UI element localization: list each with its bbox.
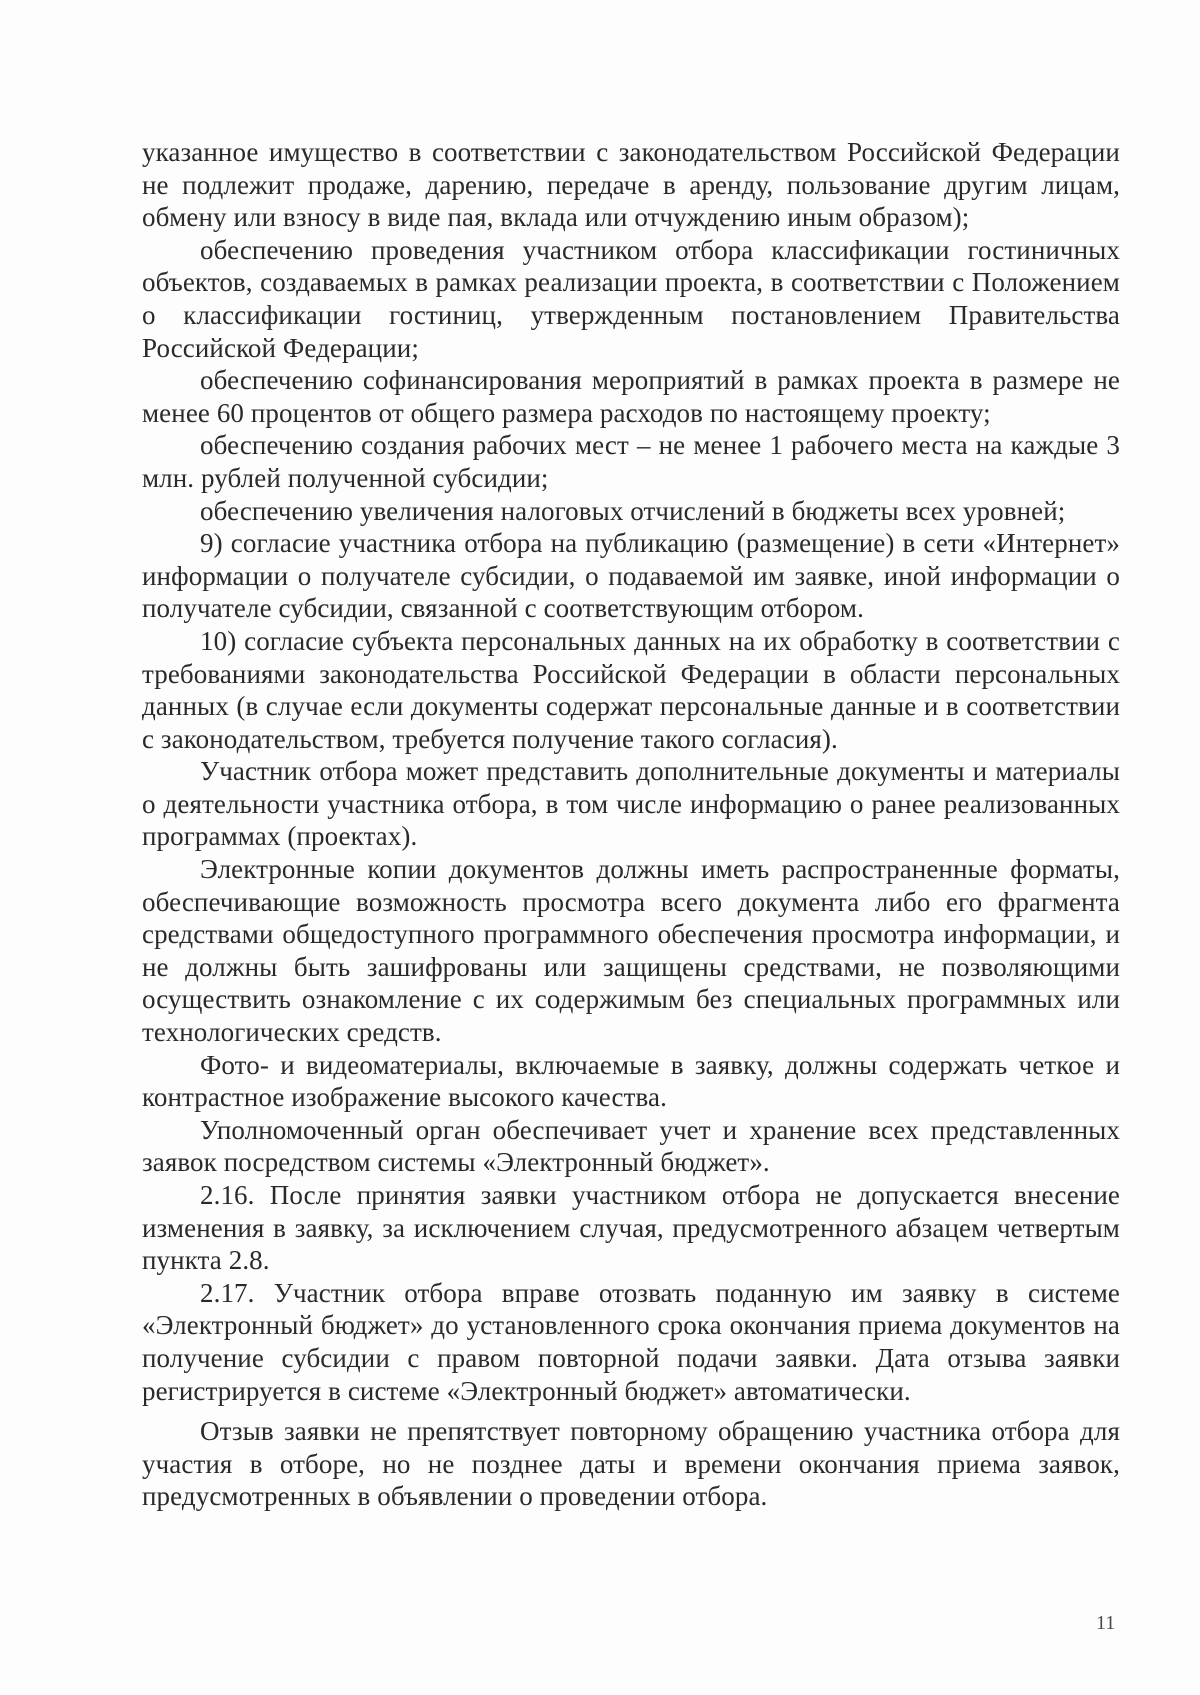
paragraph-continuation: указанное имущество в соответствии с законодательством Российской Федерации не подлежит продаже, дарению, передаче в аренду, пользование другим лицам, обмену или взносу в виде пая, вклада или отчуждению иным образом); [142,137,1120,233]
document-body [142,136,1120,1513]
paragraph-authorized-body: Уполномоченный орган обеспечивает учет и хранение всех представленных заявок посредством системы «Электронный бюджет». [142,1114,1120,1178]
paragraph-electronic-copies: Электронные копии документов должны иметь распространенные форматы, обеспечивающие возможность просмотра всего документа либо его фрагмента средствами общедоступного программного обеспечения просмотра информации, и не должны быть зашифрованы или защищены средствами, не позволяющими осуществить ознакомление с их содержимым без специальных программных или технологических средств. [142,854,1120,1048]
paragraph-2-16: 2.16. После принятия заявки участником отбора не допускается внесение изменения в заявку, за исключением случая, предусмотренного абзацем четвертым пункта 2.8. [142,1180,1120,1276]
paragraph-photo-video: Фото- и видеоматериалы, включаемые в заявку, должны содержать четкое и контрастное изображение высокого качества. [142,1049,1120,1113]
paragraph-item-9: 9) согласие участника отбора на публикацию (размещение) в сети «Интернет» информации о получателе субсидии, о подаваемой им заявке, иной информации о получателе субсидии, связанной с соответствующим отбором. [142,528,1120,624]
paragraph-additional-documents: Участник отбора может представить дополнительные документы и материалы о деятельности участника отбора, в том числе информацию о ранее реализованных программах (проектах). [142,756,1120,852]
paragraph-2-17: 2.17. Участник отбора вправе отозвать поданную им заявку в системе «Электронный бюджет» до установленного срока окончания приема документов на получение субсидии с правом повторной подачи заявки. Дата отзыва заявки регистрируется в системе «Электронный бюджет» автоматически. [142,1277,1120,1406]
paragraph-taxes: обеспечению увеличения налоговых отчислений в бюджеты всех уровней; [200,495,1066,526]
paragraph-jobs: обеспечению создания рабочих мест – не менее 1 рабочего места на каждые 3 млн. рублей полученной субсидии; [142,430,1120,493]
paragraph-cofinancing: обеспечению софинансирования мероприятий в рамках проекта в размере не менее 60 процентов от общего размера расходов по настоящему проекту; [142,365,1120,428]
paragraph-withdrawal: Отзыв заявки не препятствует повторному обращению участника отбора для участия в отборе, но не позднее даты и времени окончания приема заявок, предусмотренных в объявлении о проведении отбора. [142,1416,1120,1512]
paragraph-item-10: 10) согласие субъекта персональных данных на их обработку в соответствии с требованиями законодательства Российской Федерации в области персональных данных (в случае если документы содержат персональные данные и в соответствии с законодательством, требуется получение такого согласия). [142,625,1120,754]
paragraph-hotel-classification: обеспечению проведения участником отбора классификации гостиничных объектов, создаваемых в рамках реализации проекта, в соответствии с Положением о классификации гостиниц, утвержденным постановлением Правительства Российской Федерации; [142,234,1120,363]
page-number: 11 [1096,1612,1116,1634]
